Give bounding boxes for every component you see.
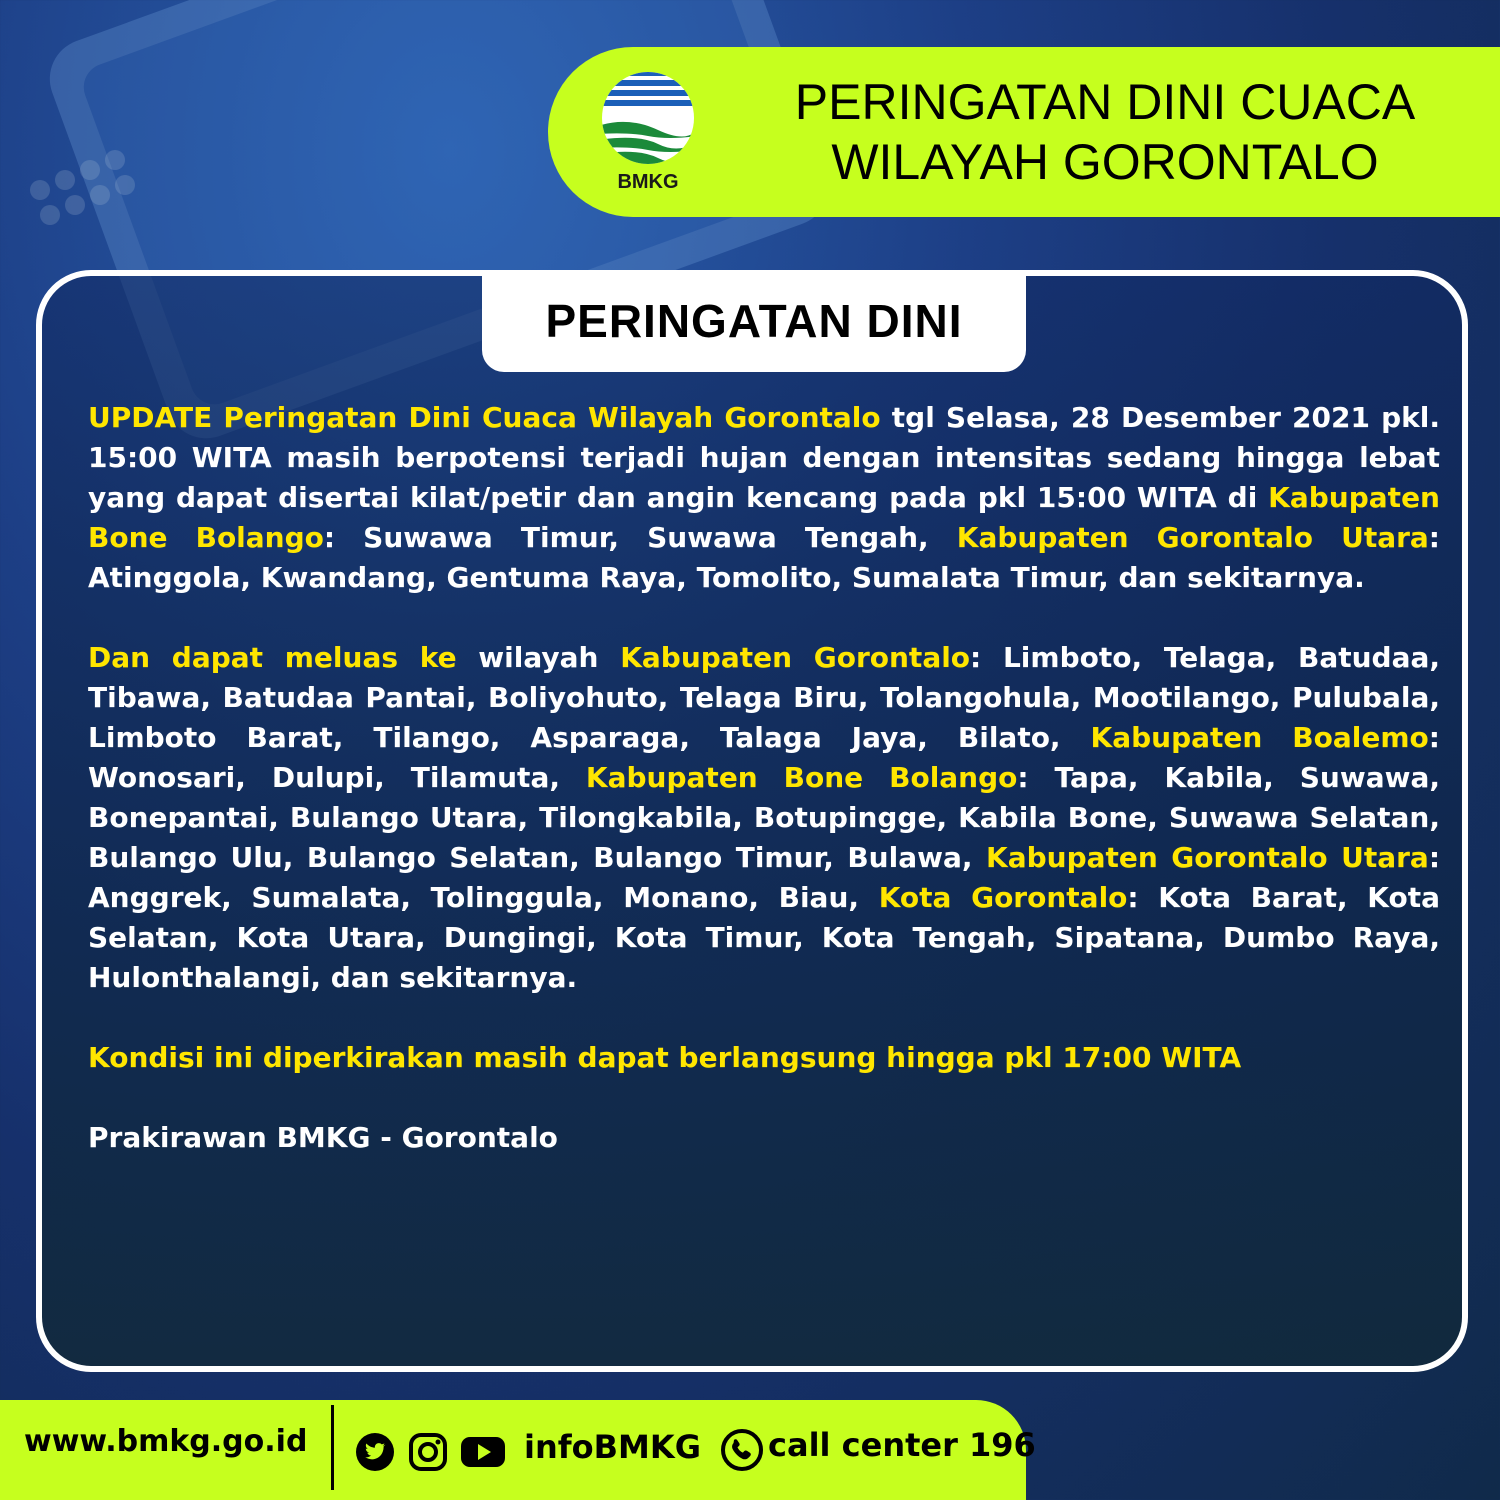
social-handle[interactable]: infoBMKG [524, 1428, 701, 1466]
header-title-line2: WILAYAH GORONTALO [831, 134, 1379, 190]
text-span: : Kota Barat, Kota Selatan, Kota Utara, Dungingi, Kota Timur, Kota Tengah, Sipatana, Dumbo Raya, Hulonthalangi, dan sekitarnya. [88, 881, 1441, 994]
text-span: Kabupaten Gorontalo Utara [956, 521, 1429, 554]
paragraph-duration: Kondisi ini diperkirakan masih dapat berlangsung hingga pkl 17:00 WITA [88, 1041, 1242, 1074]
website-link[interactable]: www.bmkg.go.id [24, 1424, 308, 1459]
header-title [760, 72, 1450, 192]
paragraph-expansion [88, 638, 1440, 998]
text-span: : Atinggola, Kwandang, Gentuma Raya, Tomolito, Sumalata Timur, dan sekitarnya. [88, 521, 1440, 594]
call-center[interactable]: call center 196 [768, 1426, 1036, 1464]
text-span: wilayah [456, 641, 621, 674]
text-span: Kabupaten Boalemo [1090, 721, 1429, 754]
text-span: Kabupaten Gorontalo [620, 641, 971, 674]
text-span: Kabupaten Bone Bolango [88, 481, 1440, 554]
logo-text: BMKG [617, 171, 679, 192]
phone-icon [720, 1428, 764, 1472]
panel-title: PERINGATAN DINI [545, 295, 963, 347]
twitter-icon[interactable] [355, 1432, 395, 1472]
text-span: : Wonosari, Dulupi, Tilamuta, [88, 721, 1440, 794]
text-span: : Limboto, Telaga, Batudaa, Tibawa, Batudaa Pantai, Boliyohuto, Telaga Biru, Tolangohula, Mootilango, Pulubala, Limboto Barat, Tilango, Asparaga, Talaga Jaya, Bilato, [88, 641, 1440, 754]
text-span: : Anggrek, Sumalata, Tolinggula, Monano, Biau, [88, 841, 1441, 914]
text-span: Kabupaten Gorontalo Utara [986, 841, 1429, 874]
text-span: Dan dapat meluas ke [88, 641, 457, 674]
panel-title-tab [482, 270, 1026, 372]
paragraph-signature: Prakirawan BMKG - Gorontalo [88, 1121, 558, 1154]
text-span: Kabupaten Bone Bolango [585, 761, 1018, 794]
youtube-icon[interactable] [460, 1432, 506, 1472]
bmkg-logo-icon [598, 70, 698, 192]
warning-content [88, 398, 1440, 1198]
instagram-icon[interactable] [408, 1432, 448, 1472]
text-span: UPDATE Peringatan Dini Cuaca Wilayah Gorontalo [88, 401, 881, 434]
text-span: : Tapa, Kabila, Suwawa, Bonepantai, Bulango Utara, Tilongkabila, Botupingge, Kabila Bone, Suwawa Selatan, Bulango Ulu, Bulango Selatan, Bulango Timur, Bulawa, [88, 761, 1440, 874]
paragraph-update [88, 398, 1440, 598]
text-span: tgl Selasa, 28 Desember 2021 pkl. 15:00 WITA masih berpotensi terjadi hujan dengan intensitas sedang hingga lebat yang dapat disertai kilat/petir dan angin kencang pada pkl 15:00 WITA di [88, 401, 1441, 514]
text-span: Kota Gorontalo [878, 881, 1128, 914]
header-title-line1: PERINGATAN DINI CUACA [794, 74, 1416, 130]
text-span: : Suwawa Timur, Suwawa Tengah, [323, 521, 957, 554]
footer-divider [331, 1405, 334, 1490]
